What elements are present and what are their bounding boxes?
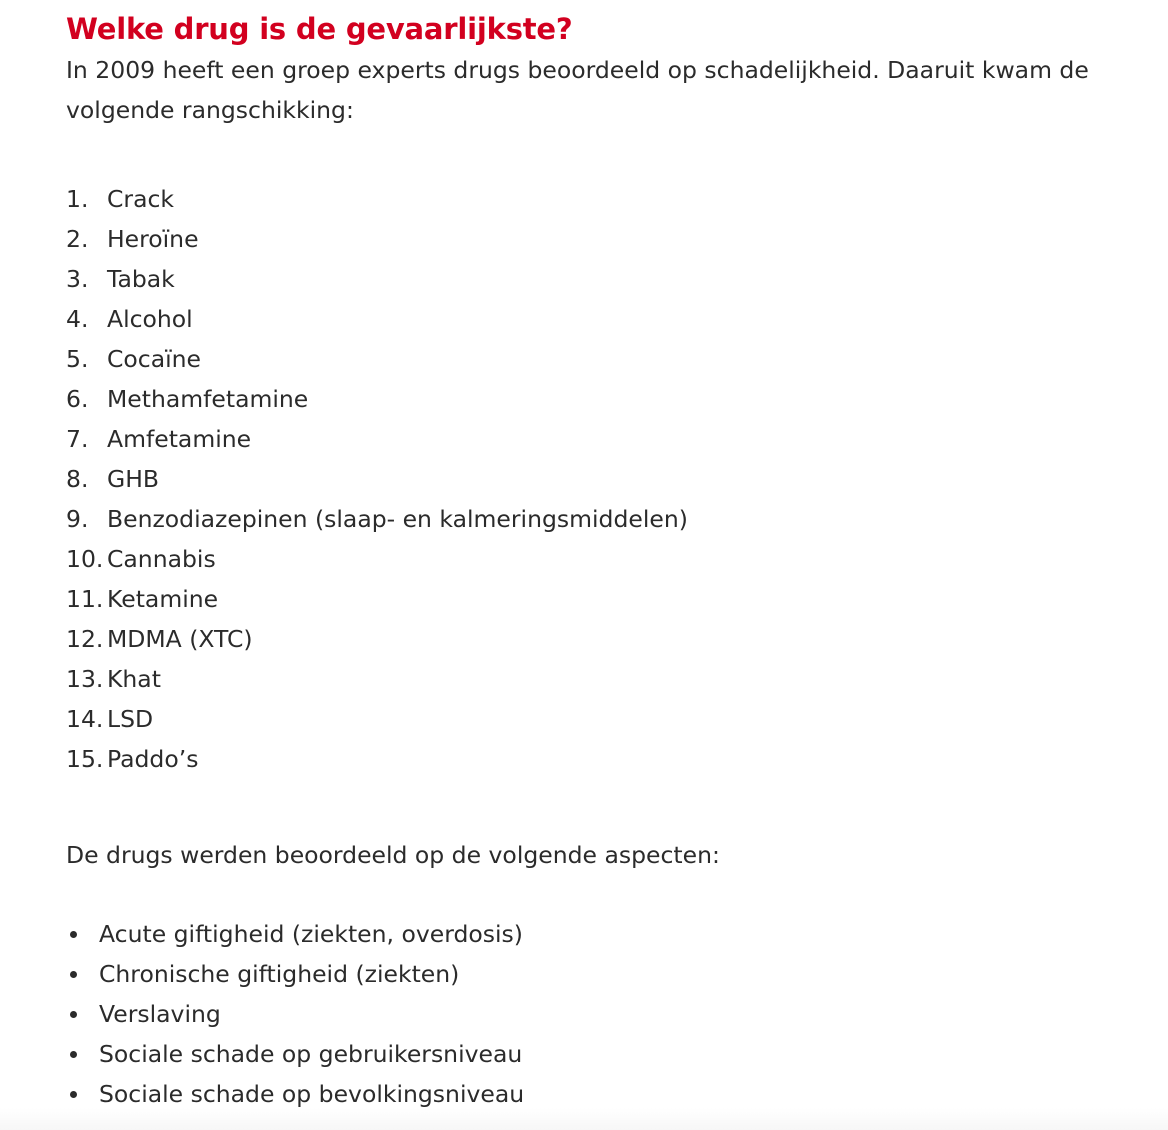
ranking-item (66, 619, 1146, 659)
ranking-number: 9. (66, 505, 89, 533)
ranking-item (66, 419, 1146, 459)
ranking-number: 4. (66, 305, 89, 333)
aspect-label: Acute giftigheid (ziekten, overdosis) (99, 920, 523, 948)
ranking-number: 11. (66, 585, 104, 613)
aspect-item (66, 914, 1146, 954)
ranking-label: Amfetamine (107, 425, 252, 453)
ranking-label: Cannabis (107, 545, 216, 573)
ranking-item (66, 539, 1146, 579)
aspects-intro: De drugs werden beoordeeld op de volgende aspecten: (66, 841, 720, 869)
ranking-item (66, 579, 1146, 619)
aspect-label: Sociale schade op gebruikersniveau (99, 1040, 523, 1068)
ranking-list (66, 179, 1146, 779)
aspects-list (66, 914, 1146, 1114)
article-title: Welke drug is de gevaarlijkste? (66, 12, 573, 46)
aspect-label: Chronische giftigheid (ziekten) (99, 960, 460, 988)
ranking-number: 10. (66, 545, 104, 573)
aspect-item (66, 994, 1146, 1034)
bullet-icon (70, 1091, 77, 1098)
bullet-icon (70, 931, 77, 938)
ranking-number: 3. (66, 265, 89, 293)
ranking-label: Ketamine (107, 585, 219, 613)
ranking-number: 1. (66, 185, 89, 213)
ranking-item (66, 219, 1146, 259)
ranking-item (66, 299, 1146, 339)
ranking-item (66, 339, 1146, 379)
ranking-label: Alcohol (107, 305, 193, 333)
ranking-item (66, 179, 1146, 219)
article-intro: In 2009 heeft een groep experts drugs beoordeeld op schadelijkheid. Daaruit kwam de volgende rangschikking: (66, 56, 1089, 124)
ranking-label: Methamfetamine (107, 385, 309, 413)
ranking-number: 6. (66, 385, 89, 413)
ranking-item (66, 499, 1146, 539)
bottom-fade (0, 1108, 1168, 1130)
ranking-label: LSD (107, 705, 154, 733)
aspect-label: Verslaving (99, 1000, 221, 1028)
ranking-label: Crack (107, 185, 175, 213)
ranking-item (66, 259, 1146, 299)
aspect-item (66, 1034, 1146, 1074)
ranking-label: Khat (107, 665, 161, 693)
ranking-number: 8. (66, 465, 89, 493)
ranking-number: 5. (66, 345, 89, 373)
ranking-number: 7. (66, 425, 89, 453)
ranking-number: 12. (66, 625, 104, 653)
ranking-item (66, 739, 1146, 779)
bullet-icon (70, 1051, 77, 1058)
ranking-item (66, 379, 1146, 419)
ranking-item (66, 699, 1146, 739)
ranking-label: MDMA (XTC) (107, 625, 253, 653)
ranking-label: Heroïne (107, 225, 199, 253)
ranking-number: 13. (66, 665, 104, 693)
ranking-item (66, 459, 1146, 499)
ranking-number: 15. (66, 745, 104, 773)
ranking-label: GHB (107, 465, 160, 493)
ranking-number: 2. (66, 225, 89, 253)
bullet-icon (70, 1011, 77, 1018)
aspect-item (66, 954, 1146, 994)
ranking-label: Benzodiazepinen (slaap- en kalmeringsmiddelen) (107, 505, 688, 533)
ranking-label: Paddo’s (107, 745, 199, 773)
aspect-label: Sociale schade op bevolkingsniveau (99, 1080, 525, 1108)
ranking-item (66, 659, 1146, 699)
ranking-label: Cocaïne (107, 345, 201, 373)
bullet-icon (70, 971, 77, 978)
ranking-label: Tabak (107, 265, 175, 293)
ranking-number: 14. (66, 705, 104, 733)
article (66, 10, 1146, 1114)
